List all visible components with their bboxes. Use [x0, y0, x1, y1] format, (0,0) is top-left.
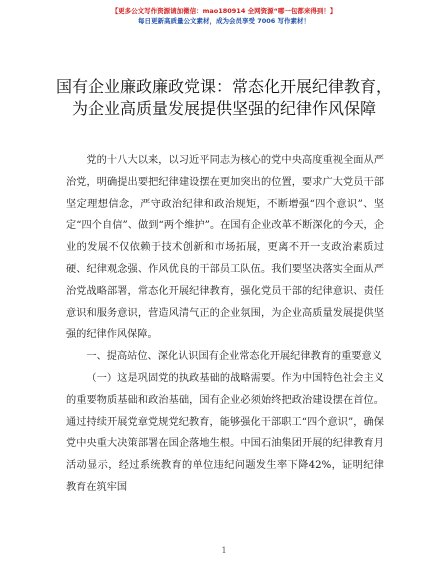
promo-banner-line-2: 每日更新高质量公文素材，成为会员享受 7006 写作素材！: [137, 17, 311, 25]
promo-banner-line-1: 【更多公文写作资源请加微信：mao180914 全网资源“哪一包都来得到！】: [111, 7, 337, 15]
section-heading: 一、提高站位、深化认识国有企业常态化开展纪律教育的重要意义: [86, 351, 382, 363]
page-number: 1: [221, 546, 227, 555]
promo-banner: [0, 6, 448, 26]
body-paragraph: 党的十八大以来，以习近平同志为核心的党中央高度重视全面从严治党，明确提出要把纪律建设摆在更加突出的位置，要求广大党员干部坚定理想信念，严守政治纪律和政治规矩，不断增强“四个意识”、坚定“四个自信”、做到“两个维护”。在国有企业改革不断深化的今天，企业的发展不仅依赖于技术创新和市场拓展，更离不开一支政治素质过硬、纪律观念强、作风优良的干部员工队伍。我们要坚决落实全面从严治党战略部署，常态化开展纪律教育，强化党员干部的纪律意识、责任意识和服务意识，营造风清气正的企业氛围，为企业高质量发展提供坚强的纪律作风保障。: [66, 155, 384, 341]
document-body: [66, 150, 384, 499]
document-title: 国有企业廉政廉政党课：常态化开展纪律教育，为企业高质量发展提供坚强的纪律作风保障: [55, 77, 392, 118]
body-paragraph: （一）这是巩固党的执政基础的战略需要。作为中国特色社会主义的重要物质基础和政治基础，国有企业必须始终把政治建设摆在首位。通过持续开展党章党规党纪教育，能够强化干部职工“四个意识”，确保党中央重大决策部署在国企落地生根。中国石油集团开展的纪律教育月活动显示，经过系统教育的单位违纪问题发生率下降42%，证明纪律教育在筑牢国: [66, 372, 384, 493]
